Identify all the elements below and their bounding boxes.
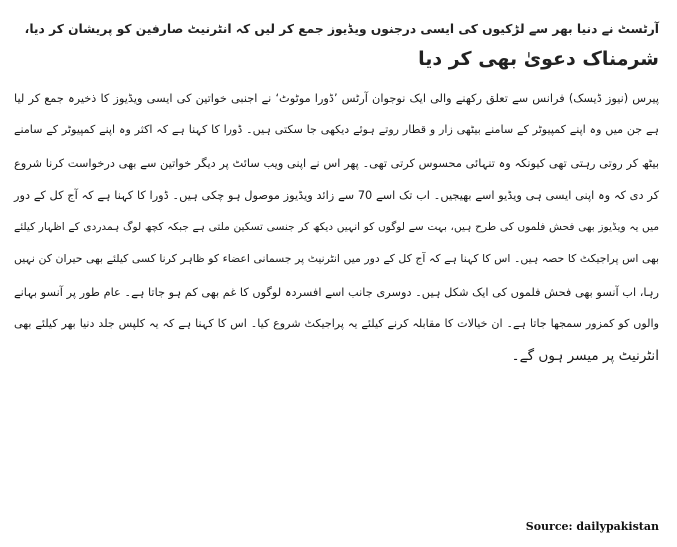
body-line: رہا، اب آنسو بھی فحش فلموں کی ایک شکل ہیں۔ دوسری جانب اسے افسردہ لوگوں کا غم بھی کم ہو جاتا ہے۔ عام طور پر آنسو بہانے	[14, 284, 659, 299]
body-line: والوں کو کمزور سمجھا جاتا ہے۔ ان خیالات کا مقابلہ کرنے کیلئے یہ پراجیکٹ شروع کیا۔ اس کا کہنا ہے کہ یہ کلپس جلد دنیا بھر کیلئے بھی	[14, 317, 659, 331]
body-line: ہے جن میں وہ اپنے کمپیوٹر کے سامنے بیٹھی زار و قطار روتے ہوئے دیکھی جا سکتی ہیں۔ ڈورا کا کہنا ہے کہ اکثر وہ اپنے کمپیوٹر کے سامنے	[14, 123, 659, 137]
source-credit: Source: dailypakistan	[525, 520, 659, 533]
article-headline	[14, 14, 659, 74]
body-line: انٹرنیٹ پر میسر ہوں گے۔	[511, 348, 659, 365]
article-body	[14, 82, 659, 373]
headline-line: آرٹسٹ نے دنیا بھر سے لڑکیوں کی ایسی درجنوں ویڈیوز جمع کر لیں کہ انٹرنیٹ صارفین کو پریشان کر دیا،	[24, 22, 659, 36]
body-line: بیٹھ کر روتی رہتی تھی کیونکہ وہ تنہائی محسوس کرتی تھی۔ پھر اس نے اپنی ویب سائٹ پر دیگر خواتین سے بھی درخواست کرنا شروع	[14, 155, 659, 170]
body-line: بھی اس پراجیکٹ کا حصہ ہیں۔ اس کا کہنا ہے کہ آج کل کے دور میں انٹرنیٹ پر جسمانی اعضاء کو ظاہر کرنا کسی کیلئے بھی حیران کن نہیں	[14, 252, 659, 266]
body-line: پیرس (نیوز ڈیسک) فرانس سے تعلق رکھنے والی ایک نوجوان آرٹس ’ڈورا موٹوٹ‘ نے اجنبی خواتین کی ایسی ویڈیوز کا ذخیرہ جمع کر لیا	[14, 91, 659, 105]
headline-line: شرمناک دعویٰ بھی کر دیا	[418, 48, 659, 70]
body-line: کر دی کہ وہ اپنی ایسی ہی ویڈیو اسے بھیجیں۔ اب تک اسے 70 سے زائد ویڈیوز موصول ہو چکی ہیں۔ ڈورا کا کہنا ہے کہ آج کل کے دور	[14, 187, 659, 202]
body-line: میں یہ ویڈیوز بھی فحش فلموں کی طرح ہیں، بہت سے لوگوں کو انہیں دیکھ کر جنسی تسکین ملتی ہے جبکہ کچھ لوگ ہمدردی کے اظہار کیلئے	[14, 221, 659, 234]
